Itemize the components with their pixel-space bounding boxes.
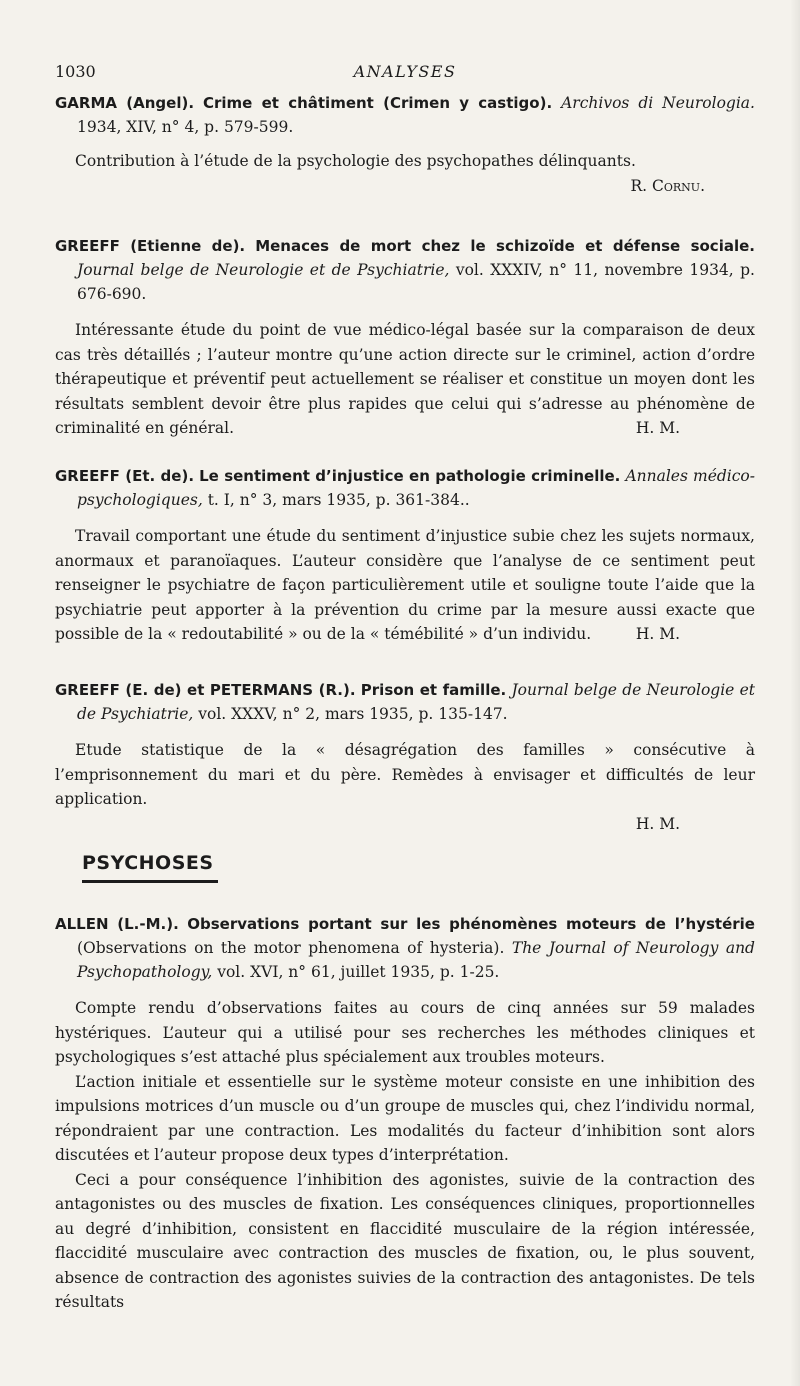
author: ALLEN (L.-M.). xyxy=(55,915,179,933)
section-heading: PSYCHOSES xyxy=(82,852,218,883)
article-title: Prison et famille. xyxy=(360,681,507,699)
journal-name: The Journal of Neurology and Psychopathology, xyxy=(77,939,755,981)
publication-details: vol. XXXV, n° 2, mars 1935, p. 135-147. xyxy=(198,705,508,723)
abstract-paragraph: L’action initiale et essentielle sur le système moteur consiste en une inhibition des impulsions motrices d’un muscle ou d’un groupe de muscles qui, chez l’individu normal, répondraient par une contraction. Les modalités du facteur d’inhibition sont alors discutées et l’auteur propose deux types d’interprétation. xyxy=(55,1072,755,1164)
article-subtitle: (Observations on the motor phenomena of hysteria). xyxy=(77,939,505,957)
review-entry xyxy=(55,91,755,198)
abstract-paragraph: Etude statistique de la « désagrégation des familles » consécutive à l’emprisonnement du mari et du père. Remèdes à envisager et difficultés de leur application. xyxy=(55,741,755,808)
author: GARMA (Angel). xyxy=(55,94,195,112)
publication-details: 1934, XIV, n° 4, p. 579-599. xyxy=(77,118,294,136)
paper-edge-shadow xyxy=(790,0,800,1386)
journal-name: Journal belge de Neurologie et de Psychiatrie, xyxy=(77,681,755,723)
citation xyxy=(55,464,755,512)
reviewer-signature: H. M. xyxy=(635,625,680,643)
running-head: ANALYSES xyxy=(353,62,457,81)
author: GREEFF (Et. de). xyxy=(55,467,195,485)
abstract-paragraph xyxy=(55,524,755,647)
author: GREEFF (E. de) et PETERMANS (R.). xyxy=(55,681,356,699)
publication-details: t. I, n° 3, mars 1935, p. 361-384.. xyxy=(207,491,470,509)
abstract-paragraph xyxy=(55,318,755,441)
page-number: 1030 xyxy=(55,62,96,81)
reviewer-signature: H. M. xyxy=(635,814,680,833)
abstract-text: Intéressante étude du point de vue médico-légal basée sur la comparaison de deux cas très détaillés ; l’auteur montre qu’une action directe sur le criminel, action d’ordre thérapeutique et préventif peut actuellement se réaliser et constitue un moyen dont les résultats semblent devoir être plus rapides que celui qui s’adresse au phénomène de criminalité en général. xyxy=(55,321,755,437)
article-title: Observations portant sur les phénomènes moteurs de l’hystérie xyxy=(187,915,755,933)
publication-details: vol. XXXIV, n° 11, novembre 1934, p. 676-690. xyxy=(77,261,755,303)
citation xyxy=(55,91,755,139)
article-title: Menaces de mort chez le schizoïde et défense sociale. xyxy=(255,237,755,255)
review-entry xyxy=(55,678,755,836)
journal-name: Journal belge de Neurologie et de Psychiatrie, xyxy=(77,261,450,279)
reviewer-signature: H. M. xyxy=(635,419,680,437)
author: GREEFF (Etienne de). xyxy=(55,237,246,255)
article-title: Le sentiment d’injustice en pathologie criminelle. xyxy=(199,467,621,485)
page-header xyxy=(55,62,755,84)
citation xyxy=(55,678,755,726)
abstract-paragraph: Ceci a pour conséquence l’inhibition des agonistes, suivie de la contraction des antagonistes ou des muscles de fixation. Les conséquences cliniques, proportionnelles au degré d’inhibition, consistent en flaccidité musculaire de la région intéressée, flaccidité musculaire avec contraction des muscles de fixation, ou, le plus souvent, absence de contraction des agonistes suivies de la contraction des antagonistes. De tels résultats xyxy=(55,1170,755,1311)
review-entry xyxy=(55,912,755,1315)
reviewer-signature: R. Cornu. xyxy=(630,176,705,195)
journal-name: Archivos di Neurologia. xyxy=(561,94,755,112)
abstract-paragraph: Contribution à l’étude de la psychologie des psychopathes délinquants. xyxy=(75,152,636,170)
journal-name: Annales médico-psychologiques, xyxy=(77,467,755,509)
citation xyxy=(55,234,755,306)
abstract-paragraph: Compte rendu d’observations faites au cours de cinq années sur 59 malades hystériques. L’auteur qui a utilisé pour ses recherches les méthodes cliniques et psychologiques s’est attaché plus spécialement aux troubles moteurs. xyxy=(55,999,755,1066)
citation xyxy=(55,912,755,984)
review-entry xyxy=(55,464,755,647)
review-entry xyxy=(55,234,755,441)
publication-details: vol. XVI, n° 61, juillet 1935, p. 1-25. xyxy=(217,963,500,981)
article-title: Crime et châtiment (Crimen y castigo). xyxy=(202,94,553,112)
abstract-text: Travail comportant une étude du sentiment d’injustice subie chez les sujets normaux, anormaux et paranoïaques. L’auteur considère que l’analyse de ce sentiment peut renseigner le psychiatre de façon particulièrement utile et souligne toute l’aide que la psychiatrie peut apporter à la prévention du crime par la mesure aussi exacte que possible de la « redoutabilité » ou de la « témébilité » d’un individu. xyxy=(55,527,755,643)
